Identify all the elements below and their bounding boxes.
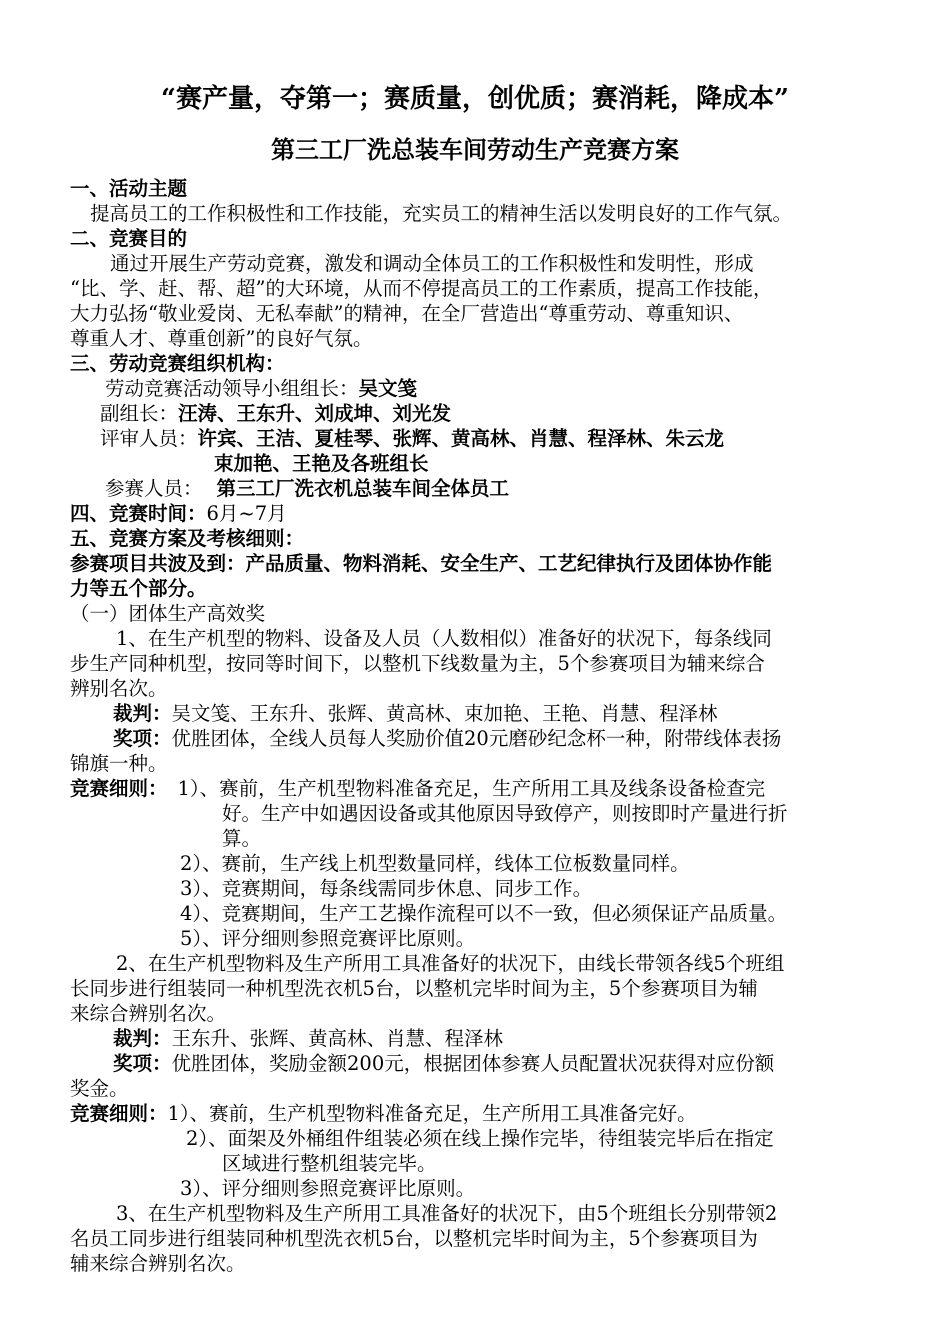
section-5-heading: 五、竞赛方案及考核细则： — [70, 527, 305, 550]
section-4-heading: 四、竞赛时间： — [70, 502, 207, 525]
item-1-line: 辨别名次。 — [70, 677, 168, 700]
judge-label: 裁判： — [113, 702, 172, 725]
rule-line: 区域进行整机组装完毕。 — [222, 1152, 437, 1175]
leader-label: 劳动竞赛活动领导小组组长： — [105, 377, 359, 400]
section-2-heading: 二、竞赛目的 — [70, 227, 188, 250]
section-3-heading: 三、劳动竞赛组织机构： — [70, 352, 285, 375]
participants-names: 第三工厂洗衣机总装车间全体员工 — [216, 477, 510, 500]
leader-name: 吴文笺 — [358, 377, 418, 400]
rules-label: 竞赛细则： — [70, 777, 168, 800]
award-label: 奖项： — [113, 727, 172, 750]
rule-line: 2）、面架及外桶组件组装必须在线上操作完毕，待组装完毕后在指定 — [186, 1127, 774, 1150]
item-1-award-cont: 锦旗一种。 — [70, 752, 168, 775]
rules-label: 竞赛细则： — [70, 1102, 168, 1125]
item-3-line: 名员工同步进行组装同种机型洗衣机5台，以整机完毕时间为主，5个参赛项目为 — [70, 1227, 758, 1250]
rule-line: 2）、赛前，生产线上机型数量同样，线体工位板数量同样。 — [180, 852, 690, 875]
judge-label: 裁判： — [113, 1027, 172, 1050]
item-1-line: 1、在生产机型的物料、设备及人员（人数相似）准备好的状况下，每条线同 — [116, 627, 772, 650]
slogan: “赛产量，夺第一；赛质量，创优质；赛消耗，降成本” — [161, 84, 789, 114]
judge-names: 王东升、张辉、黄高林、肖慧、程泽林 — [171, 1027, 504, 1050]
judges-row — [100, 426, 724, 452]
rule-line: 1）、赛前，生产机型物料准备充足，生产所用工具及线条设备检查完 — [177, 777, 766, 800]
section-1-heading: 一、活动主题 — [70, 177, 188, 200]
leader-row — [105, 376, 417, 402]
item-2-line: 长同步进行组装同一种机型洗衣机5台，以整机完毕时间为主，5个参赛项目为辅 — [70, 977, 758, 1000]
item-1-line: 步生产同种机型，按同等时间下，以整机下线数量为主，5个参赛项目为辅来综合 — [70, 652, 765, 675]
rule-line: 好。生产中如遇因设备或其他原因导致停产，则按即时产量进行折 — [222, 802, 788, 825]
item-1-rules — [70, 776, 765, 802]
items-line: 参赛项目共波及到：产品质量、物料消耗、安全生产、工艺纪律执行及团体协作能 — [70, 552, 773, 575]
judges-label: 评审人员： — [100, 427, 198, 450]
item-3-line: 3、在生产机型物料及生产所用工具准备好的状况下，由5个班组长分别带领2 — [116, 1202, 778, 1225]
rule-line: 5）、评分细则参照竞赛评比原则。 — [180, 927, 476, 950]
participants-label: 参赛人员： — [105, 477, 203, 500]
award-text: 优胜团体，全线人员每人奖励价值20元磨砂纪念杯一种，附带线体表扬 — [171, 727, 782, 750]
deputy-label: 副组长： — [100, 402, 179, 425]
section-2-line: 尊重人才、尊重创新”的良好气氛。 — [70, 327, 373, 350]
item-2-award-cont: 奖金。 — [70, 1077, 129, 1100]
item-1-award — [113, 726, 781, 752]
item-2-line: 来综合辨别名次。 — [70, 1002, 227, 1025]
rule-line: 1）、赛前，生产机型物料准备充足，生产所用工具准备完好。 — [167, 1102, 697, 1125]
item-2-award — [113, 1051, 774, 1077]
section-4-value: 6月~7月 — [206, 502, 287, 525]
item-3-line: 辅来综合辨别名次。 — [70, 1252, 246, 1275]
participants-row — [105, 476, 509, 502]
deputy-row — [100, 401, 451, 427]
document-title: 第三工厂洗总装车间劳动生产竞赛方案 — [271, 135, 679, 164]
item-2-judges — [113, 1026, 503, 1052]
section-4-row — [70, 501, 287, 527]
section-2-line: 大力弘扬“敬业爱岗、无私奉献”的精神，在全厂营造出“尊重劳动、尊重知识、 — [70, 302, 744, 325]
judges-names: 许宾、王洁、夏桂琴、张辉、黄高林、肖慧、程泽林、朱云龙 — [197, 427, 725, 450]
award-label: 奖项： — [113, 1052, 172, 1075]
rule-line: 算。 — [222, 827, 262, 850]
deputy-names: 汪涛、王东升、刘成坤、刘光发 — [178, 402, 452, 425]
judge-names: 吴文笺、王东升、张辉、黄高林、束加艳、王艳、肖慧、程泽林 — [171, 702, 718, 725]
items-line: 力等五个部分。 — [70, 577, 207, 600]
award-text: 优胜团体，奖励金额200元，根据团体参赛人员配置状况获得对应份额 — [171, 1052, 775, 1075]
item-2-rules — [70, 1101, 697, 1127]
rule-line: 4）、竞赛期间，生产工艺操作流程可以不一致，但必须保证产品质量。 — [180, 902, 788, 925]
group-1-heading: （一）团体生产高效奖 — [70, 602, 266, 625]
section-2-line: 通过开展生产劳动竞赛，激发和调动全体员工的工作积极性和发明性，形成 — [110, 252, 754, 275]
rule-line: 3）、竞赛期间，每条线需同步休息、同步工作。 — [180, 877, 593, 900]
section-2-line: “比、学、赶、帮、超”的大环境，从而不停提高员工的工作素质，提高工作技能， — [70, 277, 773, 300]
item-1-judges — [113, 701, 718, 727]
rule-line: 3）、评分细则参照竞赛评比原则。 — [180, 1177, 476, 1200]
item-2-line: 2、在生产机型物料及生产所用工具准备好的状况下，由线长带领各线5个班组 — [116, 952, 785, 975]
judges-names-cont: 束加艳、王艳及各班组长 — [214, 452, 429, 475]
section-1-text: 提高员工的工作积极性和工作技能，充实员工的精神生活以发明良好的工作气氛。 — [90, 202, 793, 225]
